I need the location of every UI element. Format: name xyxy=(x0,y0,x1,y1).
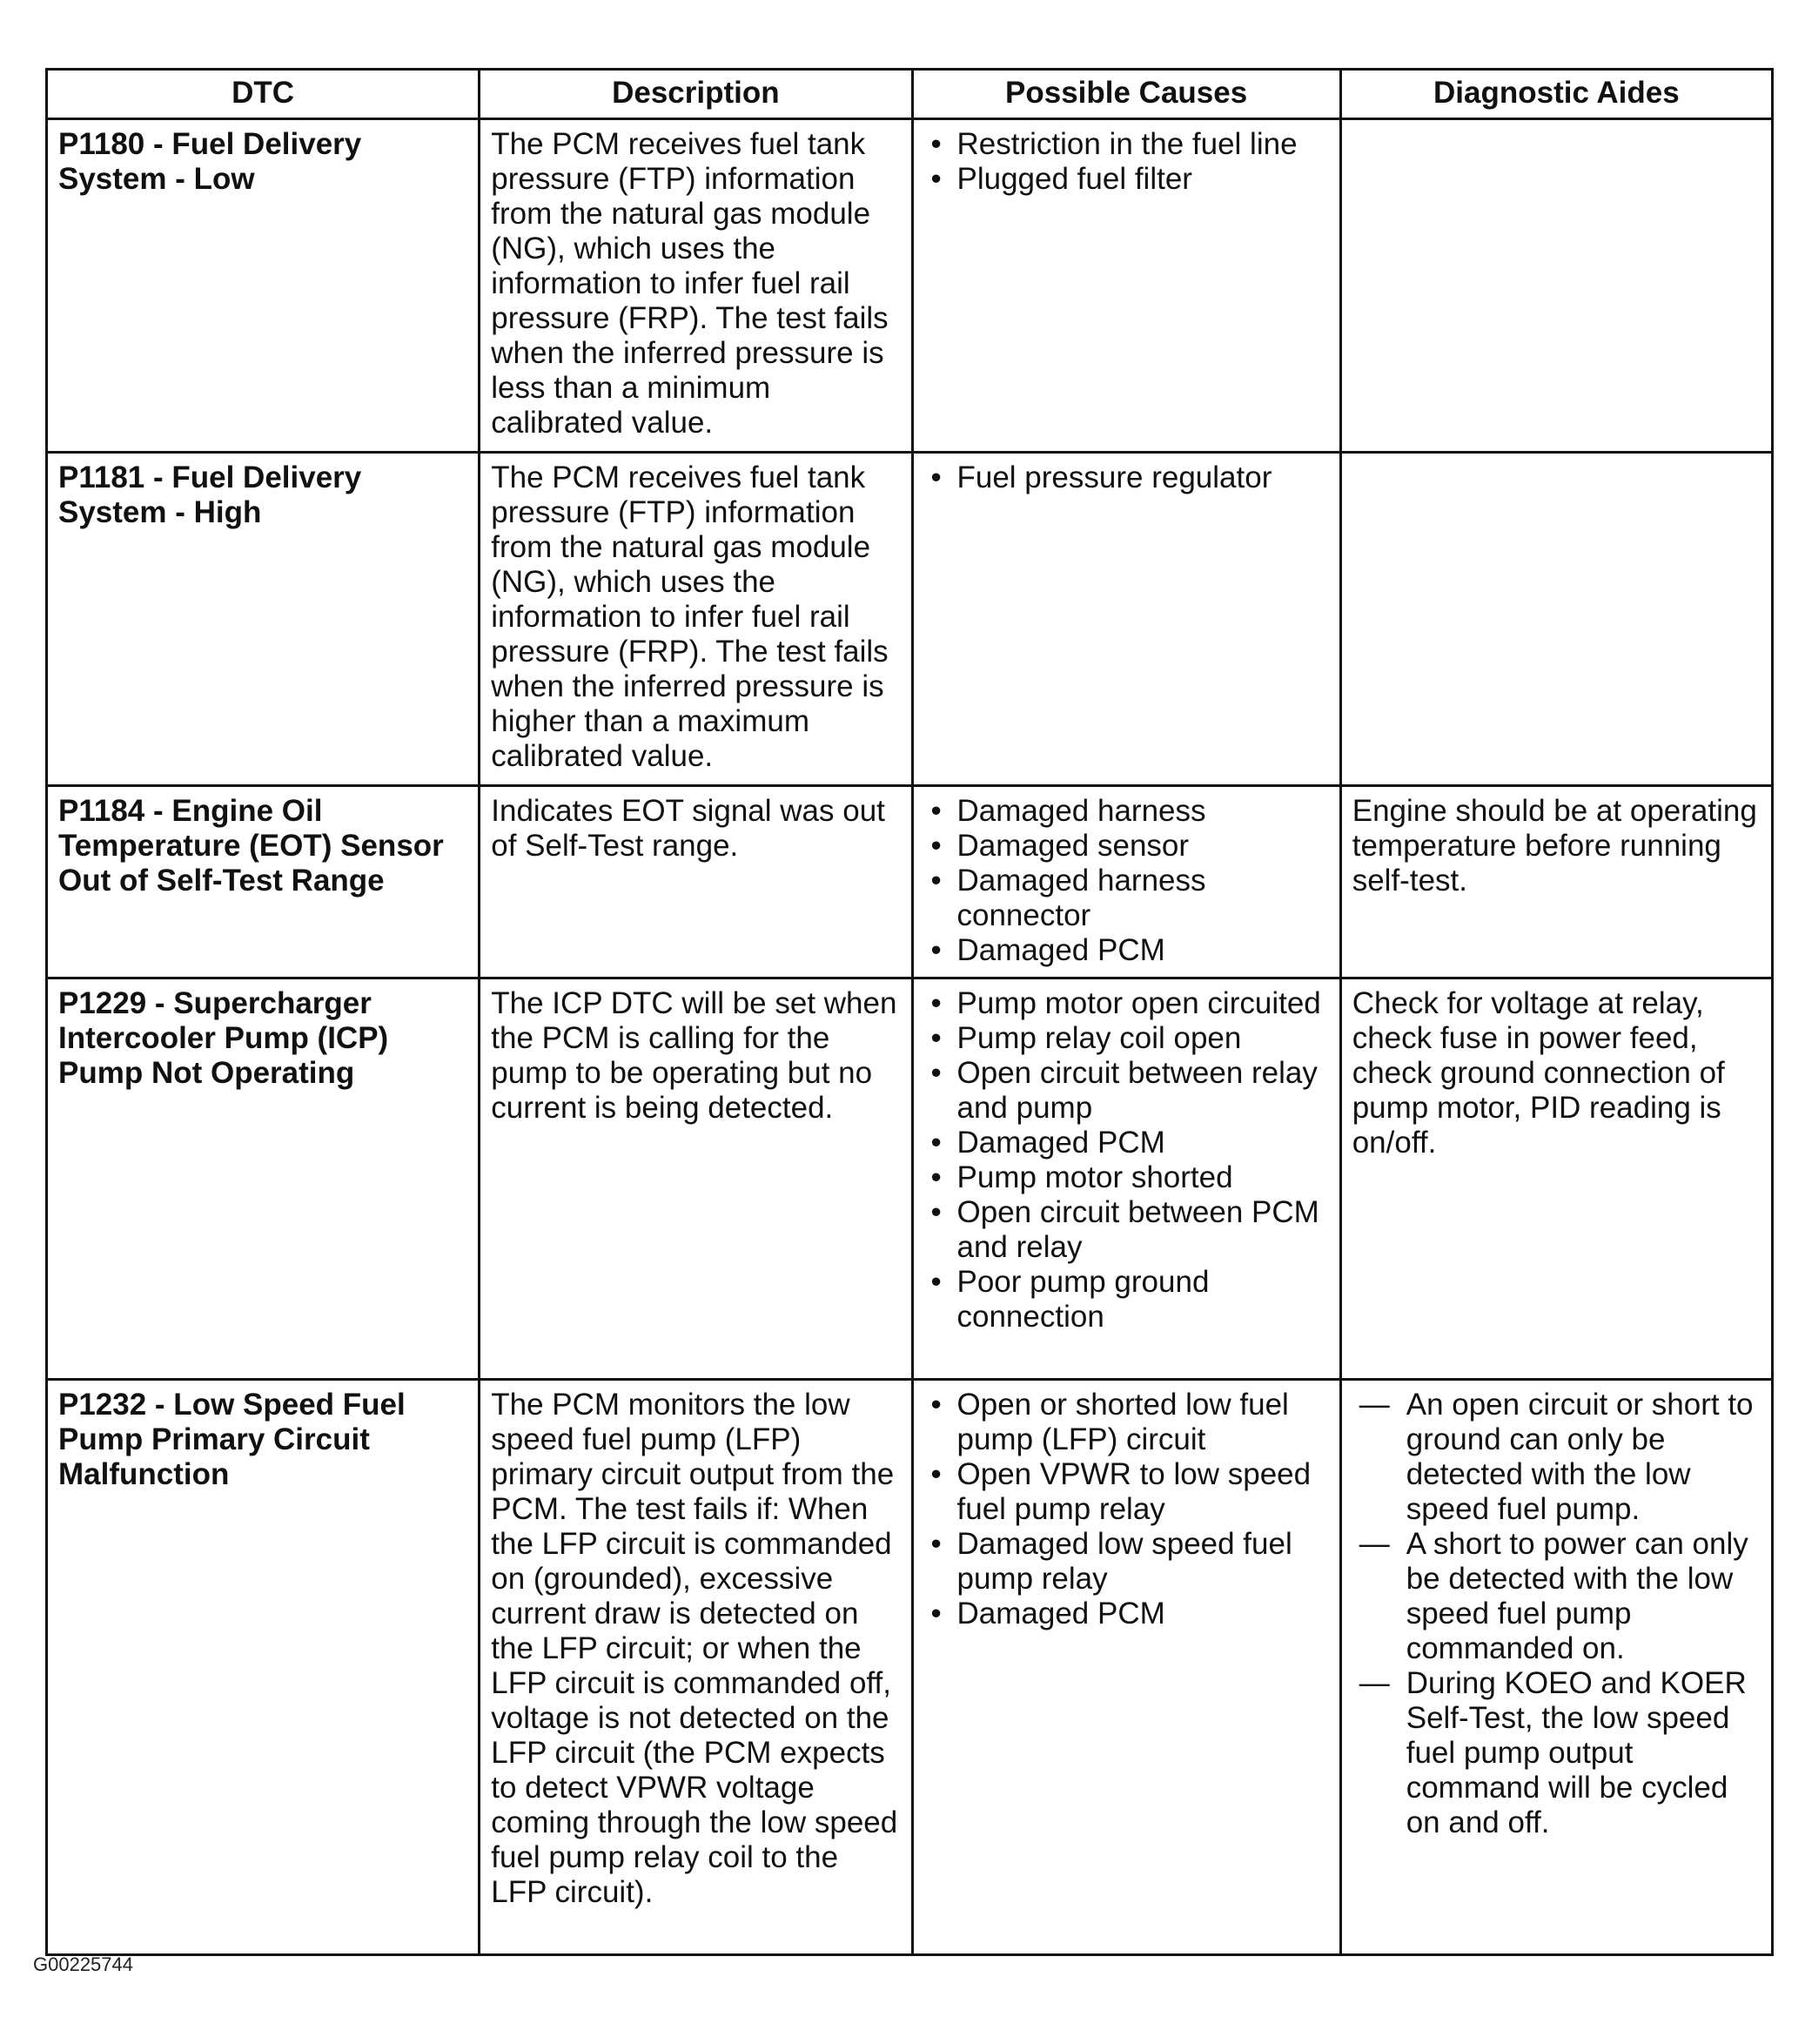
list-item: • Damaged PCM xyxy=(924,933,1329,968)
header-description: Description xyxy=(480,70,912,119)
dtc-table xyxy=(45,68,1774,1956)
causes-list xyxy=(924,986,1329,1335)
list-item: • Open or shorted low fuel pump (LFP) circuit xyxy=(924,1388,1329,1457)
list-item: • Pump motor shorted xyxy=(924,1160,1329,1195)
table-row xyxy=(47,978,1773,1380)
causes-list xyxy=(924,127,1329,197)
list-item: • Pump motor open circuited xyxy=(924,986,1329,1021)
list-item: • Open VPWR to low speed fuel pump relay xyxy=(924,1457,1329,1527)
list-item: — A short to power can only be detected with the low speed fuel pump commanded on. xyxy=(1352,1527,1761,1666)
list-item: • Damaged sensor xyxy=(924,829,1329,864)
figure-id: G00225744 xyxy=(33,1953,133,1975)
list-item: • Open circuit between PCM and relay xyxy=(924,1195,1329,1265)
list-item: • Damaged harness xyxy=(924,794,1329,829)
list-item: • Poor pump ground connection xyxy=(924,1265,1329,1335)
dtc-cell: P1229 - Supercharger Intercooler Pump (ICP) Pump Not Operating xyxy=(47,978,480,1380)
list-item: • Damaged PCM xyxy=(924,1597,1329,1631)
causes-cell xyxy=(912,1380,1340,1955)
aides-cell xyxy=(1340,119,1772,453)
list-item: • Damaged low speed fuel pump relay xyxy=(924,1527,1329,1597)
list-item: — An open circuit or short to ground can only be detected with the low speed fuel pump. xyxy=(1352,1388,1761,1527)
list-item: • Pump relay coil open xyxy=(924,1021,1329,1056)
dtc-cell: P1181 - Fuel Delivery System - High xyxy=(47,453,480,786)
list-item: • Fuel pressure regulator xyxy=(924,461,1329,495)
dtc-cell: P1184 - Engine Oil Temperature (EOT) Sensor Out of Self-Test Range xyxy=(47,786,480,978)
list-item: • Open circuit between relay and pump xyxy=(924,1056,1329,1126)
description-cell: The ICP DTC will be set when the PCM is calling for the pump to be operating but no current is being detected. xyxy=(480,978,912,1380)
causes-cell xyxy=(912,453,1340,786)
list-item: — During KOEO and KOER Self-Test, the low speed fuel pump output command will be cycled on and off. xyxy=(1352,1666,1761,1840)
description-cell: The PCM receives fuel tank pressure (FTP) information from the natural gas module (NG), which uses the information to infer fuel rail pressure (FRP). The test fails when the inferred pressure is higher than a maximum calibrated value. xyxy=(480,453,912,786)
list-item: • Damaged PCM xyxy=(924,1126,1329,1160)
causes-cell xyxy=(912,978,1340,1380)
aides-cell xyxy=(1340,453,1772,786)
causes-cell xyxy=(912,119,1340,453)
header-row xyxy=(47,70,1773,119)
causes-list xyxy=(924,1388,1329,1631)
list-item: • Plugged fuel filter xyxy=(924,162,1329,197)
list-item: • Damaged harness connector xyxy=(924,864,1329,933)
table-row xyxy=(47,453,1773,786)
causes-list xyxy=(924,794,1329,968)
dtc-cell: P1232 - Low Speed Fuel Pump Primary Circuit Malfunction xyxy=(47,1380,480,1955)
causes-cell xyxy=(912,786,1340,978)
table-row xyxy=(47,786,1773,978)
causes-list xyxy=(924,461,1329,495)
aides-cell xyxy=(1340,1380,1772,1955)
aides-cell: Check for voltage at relay, check fuse in power feed, check ground connection of pump motor, PID reading is on/off. xyxy=(1340,978,1772,1380)
table-row xyxy=(47,119,1773,453)
dtc-cell: P1180 - Fuel Delivery System - Low xyxy=(47,119,480,453)
description-cell: Indicates EOT signal was out of Self-Test range. xyxy=(480,786,912,978)
list-item: • Restriction in the fuel line xyxy=(924,127,1329,162)
table-row xyxy=(47,1380,1773,1955)
header-possible-causes: Possible Causes xyxy=(912,70,1340,119)
aides-list xyxy=(1352,1388,1761,1840)
header-dtc: DTC xyxy=(47,70,480,119)
aides-cell: Engine should be at operating temperature before running self-test. xyxy=(1340,786,1772,978)
header-diagnostic-aides: Diagnostic Aides xyxy=(1340,70,1772,119)
description-cell: The PCM monitors the low speed fuel pump (LFP) primary circuit output from the PCM. The test fails if: When the LFP circuit is commanded on (grounded), excessive current draw is detected on the LFP circuit; or when the LFP circuit is commanded off, voltage is not detected on the LFP circuit (the PCM expects to detect VPWR voltage coming through the low speed fuel pump relay coil to the LFP circuit). xyxy=(480,1380,912,1955)
description-cell: The PCM receives fuel tank pressure (FTP) information from the natural gas module (NG), which uses the information to infer fuel rail pressure (FRP). The test fails when the inferred pressure is less than a minimum calibrated value. xyxy=(480,119,912,453)
